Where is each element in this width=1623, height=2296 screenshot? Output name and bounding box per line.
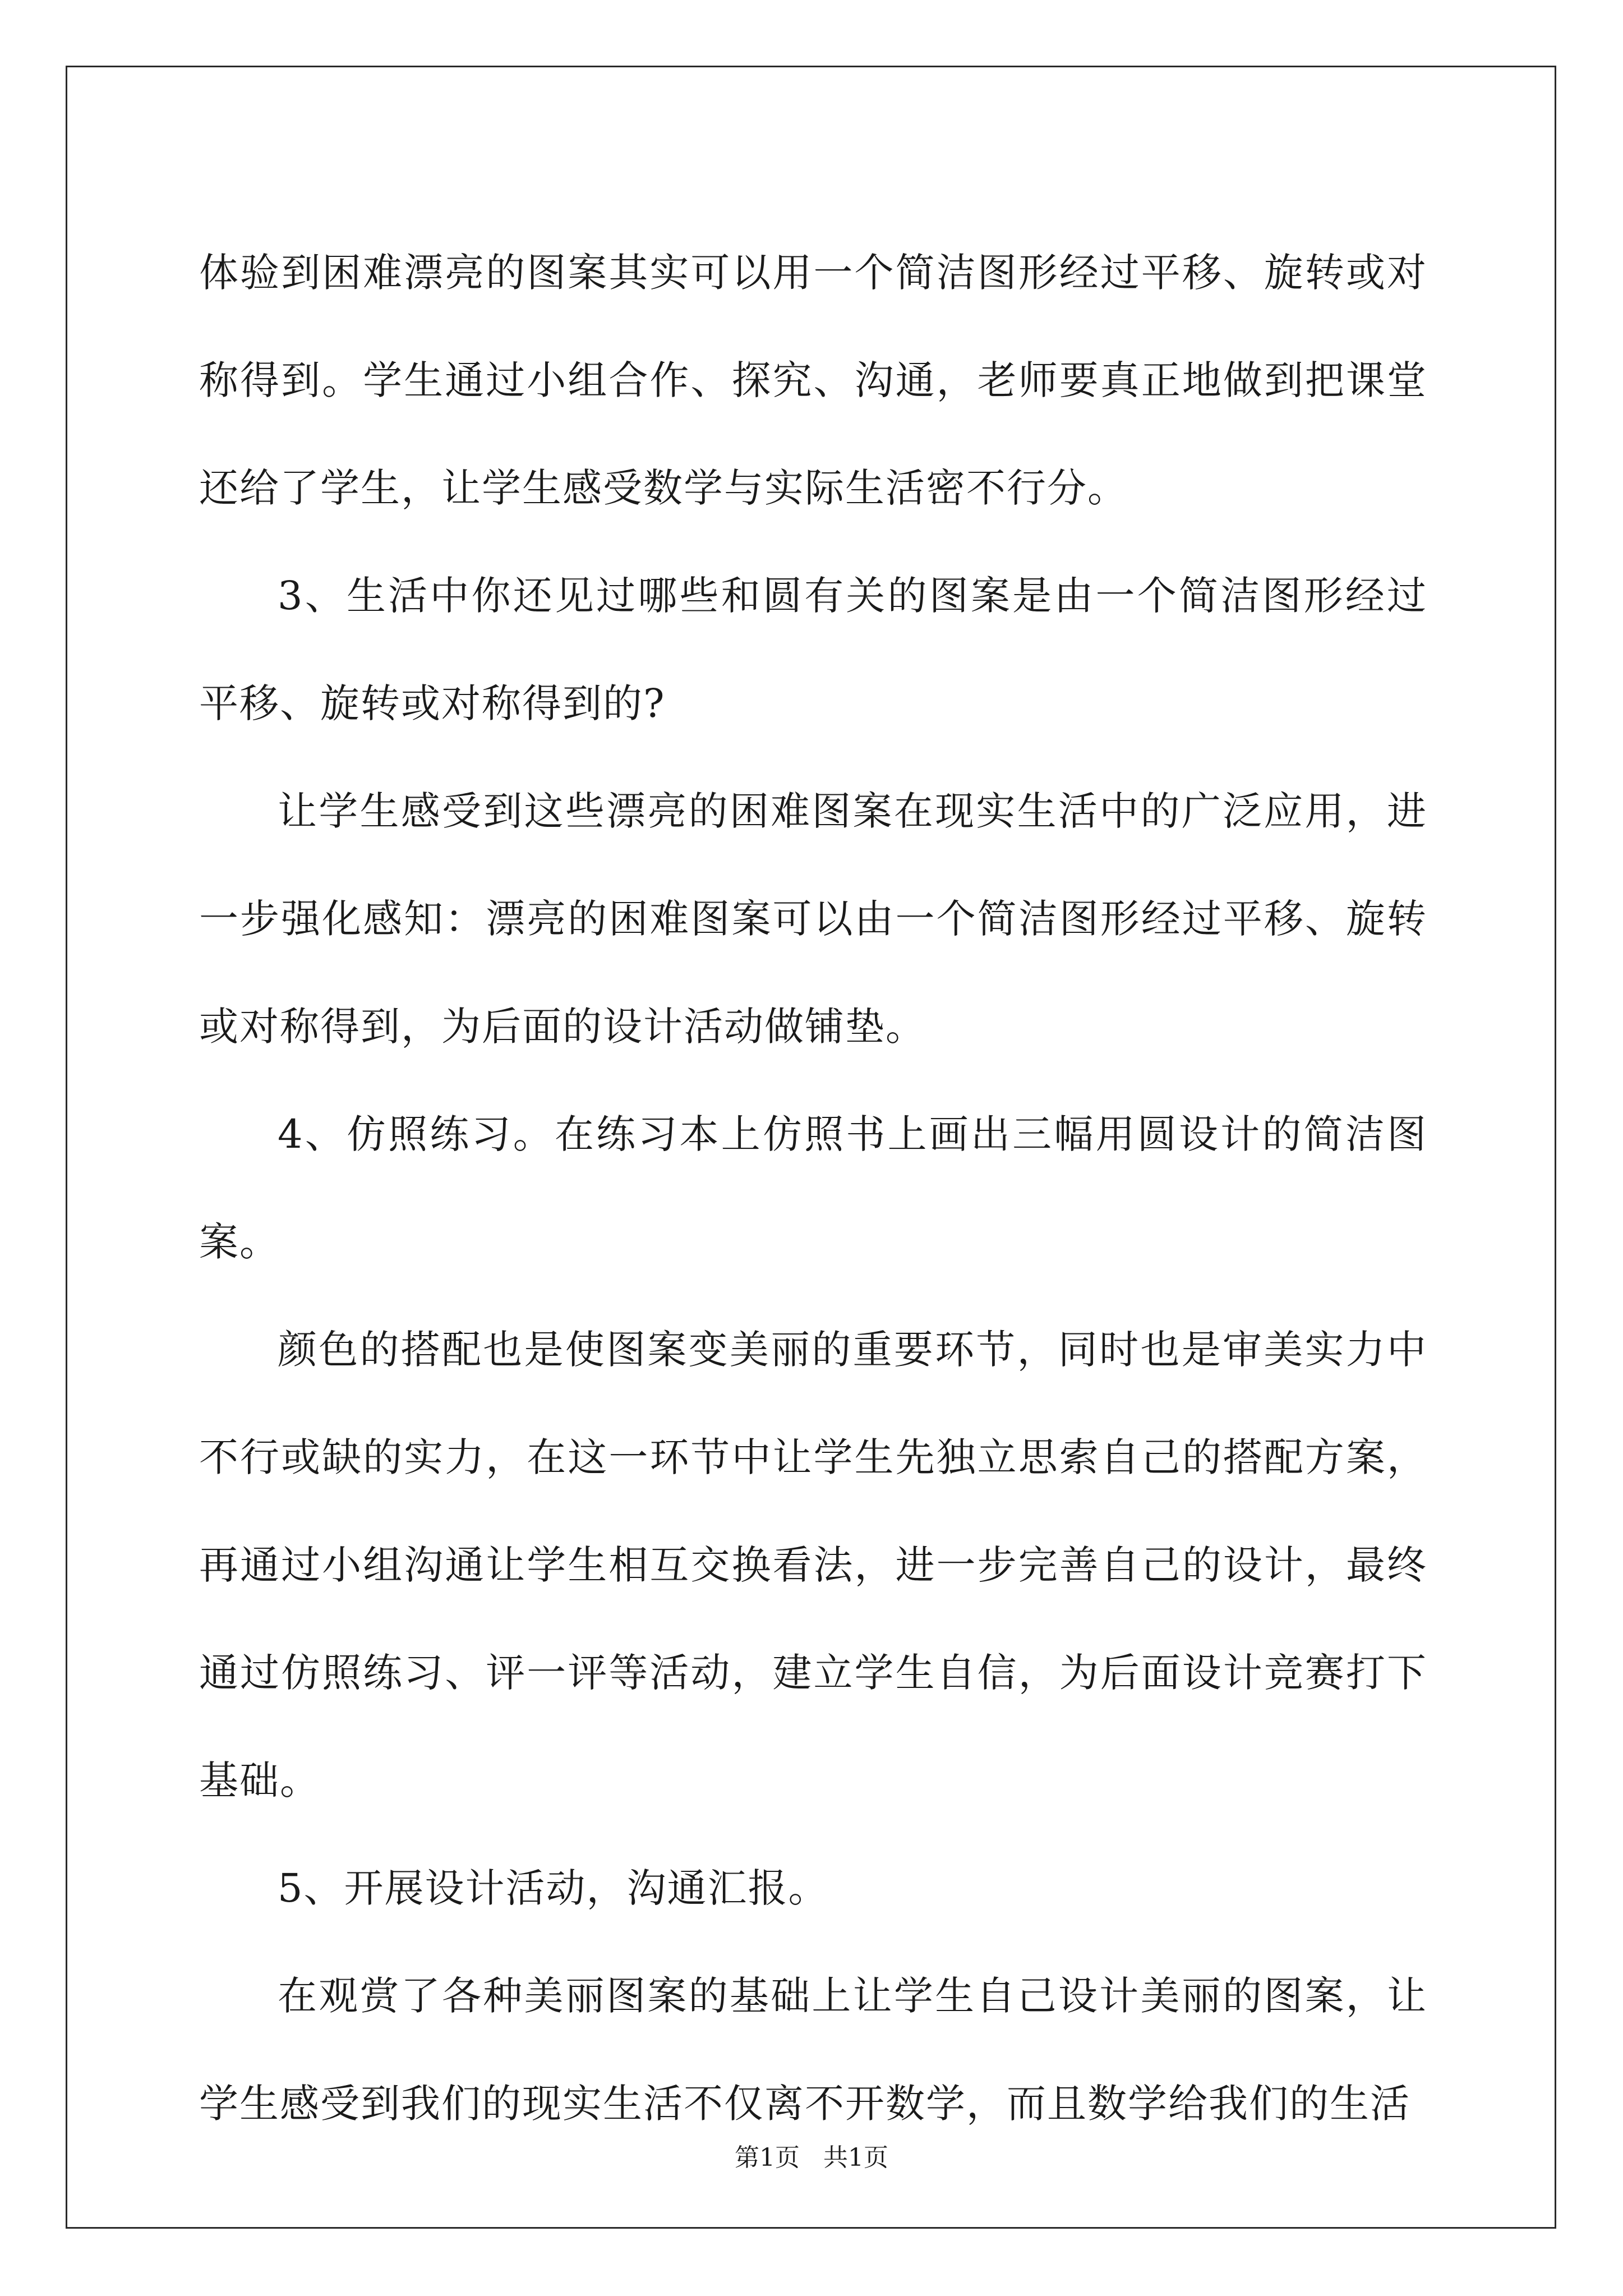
paragraph-6: 5、开展设计活动，沟通汇报。 xyxy=(278,1865,829,1911)
page-footer: 第1页 共1页 xyxy=(735,2143,888,2172)
paragraph-5: 颜色的搭配也是使图案变美丽的重要环节，同时也是审美实力中不行或缺的实力，在这一环节中让学生先独立思索自己的搭配方案，再通过小组沟通让学生相互交换看法，进一步完善自己的设计，最终通过仿照练习、评一评等活动，建立学生自信，为后面设计竞赛打下基础。 xyxy=(199,1327,1427,1803)
paragraph-3: 让学生感受到这些漂亮的困难图案在现实生活中的广泛应用，进一步强化感知：漂亮的困难图案可以由一个简洁图形经过平移、旋转或对称得到，为后面的设计活动做铺垫。 xyxy=(199,788,1427,1050)
paragraph-4: 4、仿照练习。在练习本上仿照书上画出三幅用圆设计的简洁图案。 xyxy=(199,1111,1427,1265)
paragraph-2: 3、生活中你还见过哪些和圆有关的图案是由一个简洁图形经过平移、旋转或对称得到的? xyxy=(199,573,1427,726)
paragraph-1: 体验到困难漂亮的图案其实可以用一个简洁图形经过平移、旋转或对称得到。学生通过小组合作、探究、沟通，老师要真正地做到把课堂还给了学生，让学生感受数学与实际生活密不行分。 xyxy=(199,250,1427,511)
paragraph-7: 在观赏了各种美丽图案的基础上让学生自己设计美丽的图案，让学生感受到我们的现实生活不仅离不开数学，而且数学给我们的生活 xyxy=(199,1973,1427,2127)
document-body xyxy=(199,219,1427,2157)
